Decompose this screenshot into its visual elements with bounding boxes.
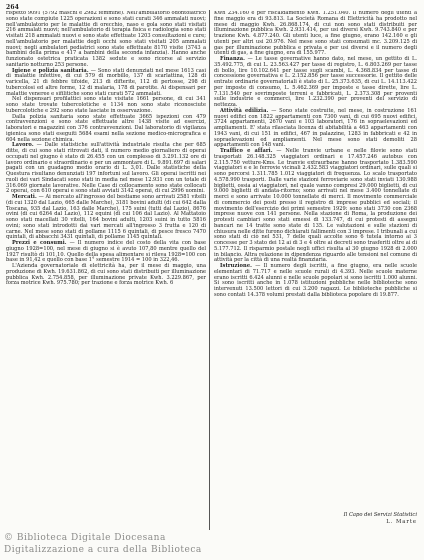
paragraph <box>6 115 206 144</box>
paragraph <box>6 97 206 114</box>
paragraph-text: — Dalle statistiche sull'attività industriale risulta che per 685 ditte, di cui sono stati ritrovati dati, il numero medio giornaliero di operai occupati nel giugno è stato di 26.455 con un complesso di 3.291.132 ore di lavoro ordinario e straordinario e per un ammontare di L. 9.891.697 di salari pagati con un guadagno medio orario di L. 3,01. Dalle statistiche della Questura risultano denunziati 197 infortuni sul lavoro. Gli operai iscritti nei ruoli dei vari Sindacati sono stati in media nel mese 12.931 con un totale di 316.069 giornate lavorative. Nelle Case di collocamento sono state collocati 2 operai, con 610 operai e sono stati avviati 3142 operai, di cui 2996 uomini. <box>6 142 206 195</box>
paragraph-text: L'Azienda governatoriale di elettricità ha, per il mese di maggio, una produzione di Kwh. 19.631.862, di cui sono stati distribuiti per illuminazione pubblica Kwh. 2.754.858, per illuminazione private Kwh. 3.229.867, per forza motrice Kwh. 975.780; per trazione e forza motrice Kwh. 6 <box>6 263 206 287</box>
section-heading: Finanza. <box>220 56 246 62</box>
paragraph <box>6 264 206 287</box>
section-heading: Traffico e affari. <box>220 148 273 154</box>
watermark-line: © Biblioteca Digitale Diocesana <box>4 533 166 543</box>
paragraph <box>214 149 417 264</box>
watermark-strip <box>0 530 424 560</box>
column-divider <box>209 10 210 530</box>
signature-name: L. Marte <box>386 519 417 525</box>
paragraph-text: Dalla polizia sanitaria sono state effettuate 3665 ispezioni con 479 contravvenzioni e sono state effettuate altre 1438 visite ad esercizi, laboratori e magazzini con 376 contravvenzioni. Dal laboratorio di vigilanza igienica sono stati eseguiti 5684 esami nella sezione medico-micrografica e 604 nella sezione chimica. <box>6 113 206 143</box>
section-heading: Mercati. <box>12 194 37 200</box>
paragraph <box>214 11 417 57</box>
paragraph-text: — Le tasse governative hanno dato, nel mese, un gettito di L. 35.492.775, di cui L. 23.563.427 per tasse di registro, L. 6.803.269 per tasse di bollo, lire 10.102.641 per tasse sugli scambi, L. 4.368.834 per tasse di concessione governativa e L. 2.152.856 per tasse successorie. Il gettito delle entrate ordinarie governatoriali è stato di L. 25.373.635, di cui L. 14.113.422 per imposte di consumo, L. 5.462.369 per imposte e tasse dirette, lire L. 7.131.540 per sovrimposte terreni e fabbricati, L. 2.373.308 per proventi sulle industrie e commerci, lire 1.232.390 per proventi del servizio di nettezza. <box>214 56 417 108</box>
signature-block <box>344 512 417 526</box>
paragraph-text: Nel dispensari profilattici sono state visitate 1661 persone, di cui 341 sono state trovate tubercolotiche e 1134 non sono state riconosciute tubercolotiche e 292 sono state lasciate in osservazione. <box>6 96 206 114</box>
paragraph <box>6 195 206 241</box>
paragraph-text: — Il numero degli iscritti, a fine giugno, era nelle scuole elementari di 71.717 e nelle scuole rurali di 4.393. Nelle scuole materne erano iscritti 6.424 alunni e nelle scuole popolari si sono iscritti 1.000 alunni. Si sono iscritti anche in 1.078 istituzioni pubbliche nelle biblioteche sono intervenuti 13.500 lettori di cui 3.200 ragazzi. Le biblioteche pubbliche si sono contati 14.378 volumi prestati dalla biblioteca popolare di 19.877. <box>214 263 417 298</box>
paragraph <box>214 109 417 149</box>
signature-title: Il Capo dei Servizi Statistici <box>343 512 417 518</box>
section-heading: Lavoro. <box>12 142 34 149</box>
paragraph-text: — Sono state costruite, nel mese, in costruzione 161 nuovi edifici con 1822 appartamenti con 7300 vani, di cui 695 nuovi edifici, 3724 appartamenti, 2670 vani e 103 laboratori, 176 in sopraelevazioni ed ampliamenti. E' stata rilasciata licenza di abitabilità a 463 appartamenti con 1943 vani, di cui 151 in edifici, 467 in palazzine, 1283 in fabbricati e 42 in sopraelevazioni ed ampliamenti. Nel mese sono stati demoliti 28 appartamenti con 148 vani. <box>214 107 417 149</box>
watermark-line: Digitalizzazione a cura della Biblioteca <box>4 545 202 555</box>
section-heading: Prezzi e consumi. <box>12 240 67 246</box>
paragraph-text: rispetto 9091 (5792 maschi e 2982 femmine). Nell'ambulatorio odontoiatrico sono state compiute 1225 operazioni e sono stati curati 346 ammalati nuovi; nell'ambulatorio per le malattie di orecchio, naso e gola sono stati visitati 216 ammalati nuovi; nell'ambulatorio di terapia fisica e radiologia sono stati visitati 218 ammalati nuovi e sono state effettuate 1203 consultazioni e cure; nell'ambulatorio per malattie degli occhi sono stati visitati 205 ammalati nuovi; negli ambulatori pediatrici sono state effettuate 8170 visite (3743 a bambini della prima e 417 a bambini della seconda infanzia). Hanno anche funzionato ostetrica praticata 1382 sedute e sono ricorse al servizio sanitario notturno 253 persone. <box>6 11 206 68</box>
section-heading: Attività edilizia. <box>220 107 269 114</box>
paragraph-text: — Sono stati denunziati nel mese 1613 casi di malattie infettive, di cui 579 di morbillo, 137 di scarlattina, 128 di varicella, 21 di febbre tifoide, 213 di difterite, 112 di pertosse, 298 di tubercolosi ed altre forme, 12 di malaria, 178 di parotite. Ai dispensari per malattie veneree e sifilitiche sono stati curati 572 ammalati. <box>6 67 206 97</box>
paragraph <box>6 143 206 195</box>
paragraph-text: — Il numero indice del costo della vita con base giugno 1928=100, nel mese di giugno si è avuto 107,80 mentre quello del 1927 risultò di 101,10. Quello della spesa alimentare si rileva 1928=100 con base in 91,42 e quello con base 1° semestre 1914 = 100 in 322,46. <box>6 240 206 264</box>
paragraph-text: — Ai mercato all'ingrosso del bestiame sono arrivati 2581 vitelli (di cui 1320 dal Lazio, 665 dalle Marche), 3181 bovini adulti (di cui 642 dalla Toscana, 935 dal Lazio, 163 dalle Marche), 175 suini (tutti dal Lazio), 8676 ovini (di cui 6264 dal Lazio), 112 equini (di cui 106 dal Lazio). Al Mattatoio sono stati macellati 30 vitelli, 164 bovini adulti, 1203 suini in tutto 5816 ovini; sono stati introdotti dai vari mercati all'ingrosso 3 frutta e 120 di carne. Nel mese sono stati di pollame 1115 6 quintali, di pesce fresco 7470 quintali, di abbacchi 3431 quintali, di pollame 1145 quintali. <box>6 194 206 241</box>
section-heading: Istruzione. <box>220 263 253 269</box>
paragraph <box>6 241 206 264</box>
section-heading: Igiene e polizia sanitaria. <box>12 67 89 74</box>
paragraph <box>6 69 206 98</box>
paragraph <box>214 57 417 109</box>
paragraph <box>6 11 206 69</box>
left-column <box>6 11 206 530</box>
paragraph-text: Kwh 234.160 e per riscaldamento Kwh. 1.251.040. Il numero degli utenti a fine maggio era di 93.813. La Società Romana di Elettricità ha prodotto nel mese di maggio Kwh. 26.868.174, di cui non sono stati distribuiti per illuminazione pubblica Kwh. 2.931.414, per usi diversi Kwh. 9.743.840 e per trazione Kwh. 4.877.240. Gli utenti luce, a fine giugno, erano 142.160 e gli utenti per altri usi 20.976. Nel mese sono stati consumati mc. 3.209.125 di gas per illuminazione pubblica e privata e per usi diversi e il numero degli utenti di gas, a fine giugno, era di 155.977. <box>214 11 417 57</box>
page-number: 264 <box>6 4 20 11</box>
paragraph-text: — Nelle tranvie urbane e nelle filovie sono stati trasportati 26.148.325 viaggiatori ordinari e 17.457.246 autobus con 2.115.750 vetture-Kms. Le tranvie extraurbane hanno trasportato 1.383.590 viaggiatori e e le ferrovie vicinali 2.432.583 viaggiatori ordinari, sulle quali si sono percorsi 1.311.785 1.012 viaggiatori di frequenza. Lo scalo trasportato 4.578.990 trasporti. Dalle varie stazioni ferroviarie sono stati inviati 130.988 biglietti, ossia ai viaggiatori, nel quale vanno compresi 29.000 biglietti, di cui 9.000 biglietti di andata-ritorno; sono arrivati nel mese 3.400 tonnellate di merci e sono arrivate 10.000 tonnellate di merci. Il movimento commerciale di commercio dei posti presso il registro di imprese pubblici ed sociali; il movimento dell'esercizio dei primi semestre 1929: sono stati 3730 con 2368 imprese nuove con 141 persone. Nella stazione di Roma, la produzione dei protesti cambiari sono stati emessi di 133.747, di cui protesti di assegni bancari ne 14 tratte sono state di 135. Le valutazioni e sulle stazioni di chiusura nelle ditte furono dichiarati fallimenti con 3 imprese. I tribunali a cui sono stati di ciò nel 531, 7 delle quali accolte sono 6 tutela intorno ai 3 concesse per 3 stato dei 12 ai di 3 e 4 oltre ai decreti sono trasferiti oltre ai di 5.177.712. Il risparmio postale negli uffici risulta al 30 giugno 1928 di 2.000 in bilancio. Altra relazione in dipendenza riguardo alle tensioni nel comune di attività per la città di una realtà finanziaria. <box>214 148 417 264</box>
paragraph <box>214 264 417 299</box>
right-column <box>214 11 417 530</box>
